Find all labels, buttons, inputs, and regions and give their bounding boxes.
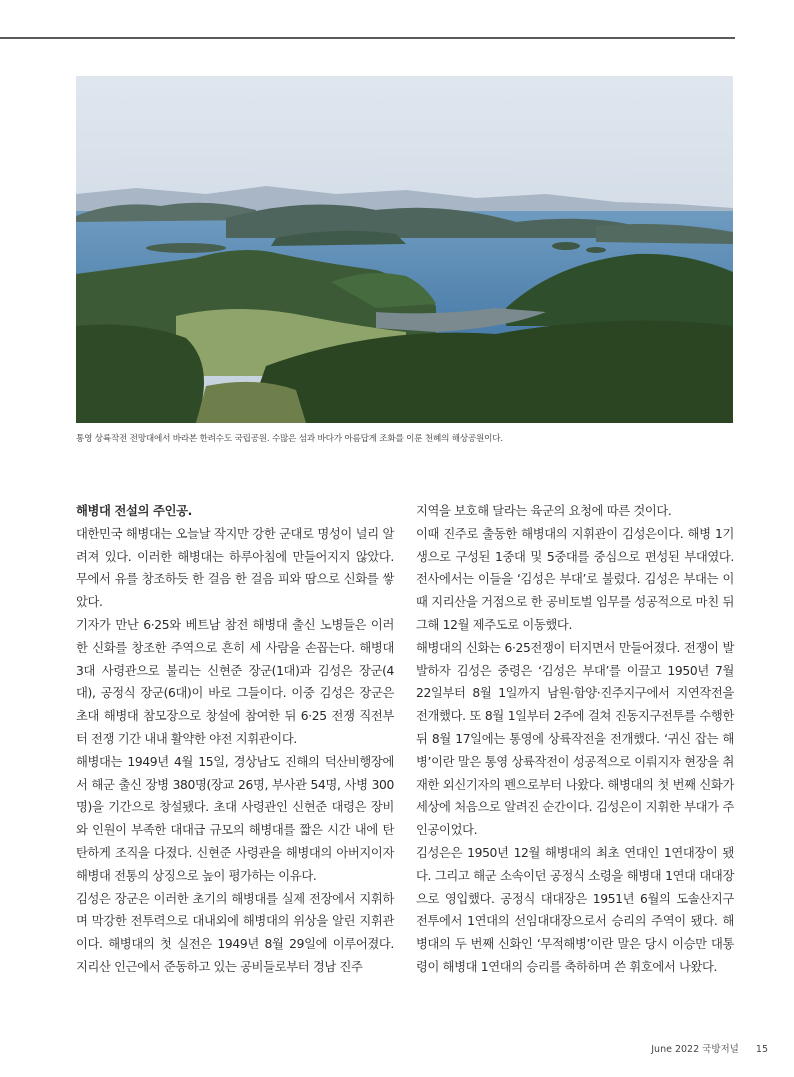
page-footer bbox=[651, 1041, 768, 1055]
section-heading: 해병대 전설의 주인공. bbox=[76, 504, 192, 518]
right-column bbox=[416, 500, 734, 979]
paragraph: 대한민국 해병대는 오늘날 작지만 강한 군대로 명성이 널리 알려져 있다. 이러한 해병대는 하루아침에 만들어지지 않았다. 무에서 유를 창조하듯 한 걸음 한 걸음 피와 땀으로 신화를 쌓았다. bbox=[76, 526, 394, 610]
left-column bbox=[76, 500, 394, 979]
landscape-photo bbox=[76, 76, 733, 423]
page-number: 15 bbox=[755, 1044, 768, 1055]
paragraph: 해병대는 1949년 4월 15일, 경상남도 진해의 덕산비행장에서 해군 출신 장병 380명(장교 26명, 부사관 54명, 사병 300명)을 기간으로 창설됐다. 초대 사령관인 신현준 대령은 장비와 인원이 부족한 대대급 규모의 해병대를 짧은 시간 내에 탄탄하게 조직을 다졌다. 신현준 사령관을 해병대의 아버지이자 해병대 전통의 상징으로 높이 평가하는 이유다. bbox=[76, 754, 394, 883]
paragraph: 해병대의 신화는 6·25전쟁이 터지면서 만들어졌다. 전쟁이 발발하자 김성은 중령은 ‘김성은 부대’를 이끌고 1950년 7월 22일부터 8월 1일까지 남원·함양·진주지구에서 지연작전을 전개했다. 또 8월 1일부터 2주에 걸쳐 진동지구전투를 수행한 뒤 8월 17일에는 통영에 상륙작전을 전개했다. ‘귀신 잡는 해병’이란 말은 통영 상륙작전이 성공적으로 이뤄지자 현장을 취재한 외신기자의 펜으로부터 나왔다. 해병대의 첫 번째 신화가 세상에 처음으로 알려진 순간이다. 김성은이 지휘한 부대가 주인공이었다. bbox=[416, 640, 734, 838]
paragraph: 김성은 장군은 이러한 초기의 해병대를 실제 전장에서 지휘하며 막강한 전투력으로 대내외에 해병대의 위상을 알린 지휘관이다. 해병대의 첫 실전은 1949년 8월 29일에 이루어졌다. 지리산 인근에서 준동하고 있는 공비들로부터 경남 진주 bbox=[76, 891, 394, 974]
top-rule bbox=[0, 37, 735, 39]
paragraph: 지역을 보호해 달라는 육군의 요청에 따른 것이다. bbox=[416, 504, 672, 518]
paragraph: 김성은은 1950년 12월 해병대의 최초 연대인 1연대장이 됐다. 그리고 해군 소속이던 공정식 소령을 해병대 1연대 대대장으로 영입했다. 공정식 대대장은 1951년 6월의 도솔산지구 전투에서 1연대의 선임대대장으로서 승리의 주역이 됐다. 해병대의 두 번째 신화인 ‘무적해병’이란 말은 당시 이승만 대통령이 해병대 1연대의 승리를 축하하며 쓴 휘호에서 나왔다. bbox=[416, 845, 734, 974]
photo-caption: 통영 상륙작전 전망대에서 바라본 한려수도 국립공원. 수많은 섬과 바다가 아름답게 조화를 이룬 천혜의 해상공원이다. bbox=[76, 434, 503, 444]
paragraph: 기자가 만난 6·25와 베트남 참전 해병대 출신 노병들은 이러한 신화를 창조한 주역으로 흔히 세 사람을 손꼽는다. 해병대 3대 사령관으로 불리는 신현준 장군(1대)과 김성은 장군(4대), 공정식 장군(6대)이 바로 그들이다. 이중 김성은 장군은 초대 해병대 참모장으로 창설에 참여한 뒤 6·25 전쟁 직전부터 전쟁 기간 내내 활약한 야전 지휘관이다. bbox=[76, 617, 394, 746]
journal-issue: June 2022 국방저널 bbox=[651, 1044, 739, 1055]
paragraph: 이때 진주로 출동한 해병대의 지휘관이 김성은이다. 해병 1기생으로 구성된 1중대 및 5중대를 중심으로 편성된 부대였다. 전사에서는 이들을 ‘김성은 부대’로 불렀다. 김성은 부대는 이때 지리산을 거점으로 한 공비토벌 임무를 성공적으로 마친 뒤 그해 12월 제주도로 이동했다. bbox=[416, 526, 734, 632]
